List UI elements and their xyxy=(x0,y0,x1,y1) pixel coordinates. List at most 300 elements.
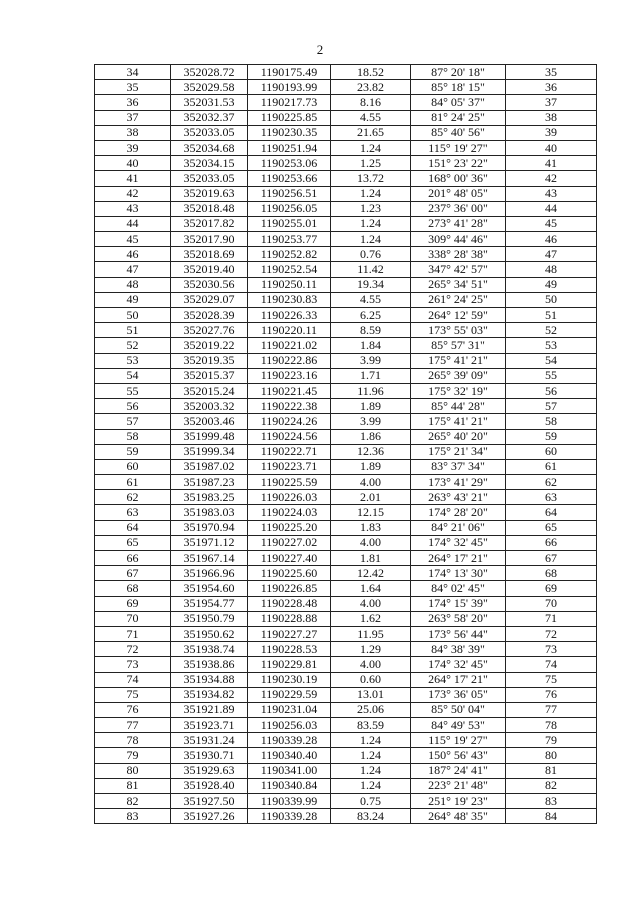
y-coordinate-cell: 1190228.88 xyxy=(248,611,331,626)
distance-cell: 1.89 xyxy=(331,399,411,414)
point-to-cell: 48 xyxy=(506,262,597,277)
x-coordinate-cell: 351923.71 xyxy=(171,718,248,733)
table-row xyxy=(95,596,597,611)
bearing-cell: 85° 44' 28" xyxy=(411,399,506,414)
distance-cell: 11.96 xyxy=(331,383,411,398)
distance-cell: 1.29 xyxy=(331,642,411,657)
x-coordinate-cell: 352027.76 xyxy=(171,323,248,338)
bearing-cell: 265° 34' 51" xyxy=(411,277,506,292)
bearing-cell: 173° 55' 03" xyxy=(411,323,506,338)
table-row xyxy=(95,551,597,566)
point-to-cell: 78 xyxy=(506,718,597,733)
distance-cell: 4.00 xyxy=(331,475,411,490)
x-coordinate-cell: 352017.90 xyxy=(171,232,248,247)
point-from-cell: 62 xyxy=(95,490,171,505)
distance-cell: 1.64 xyxy=(331,581,411,596)
table-row xyxy=(95,429,597,444)
distance-cell: 1.23 xyxy=(331,201,411,216)
x-coordinate-cell: 351927.50 xyxy=(171,794,248,809)
table-row xyxy=(95,414,597,429)
x-coordinate-cell: 352018.69 xyxy=(171,247,248,262)
distance-cell: 8.59 xyxy=(331,323,411,338)
y-coordinate-cell: 1190230.83 xyxy=(248,292,331,307)
bearing-cell: 187° 24' 41" xyxy=(411,763,506,778)
point-from-cell: 36 xyxy=(95,95,171,110)
point-from-cell: 67 xyxy=(95,566,171,581)
table-row xyxy=(95,778,597,793)
y-coordinate-cell: 1190229.59 xyxy=(248,687,331,702)
x-coordinate-cell: 351930.71 xyxy=(171,748,248,763)
x-coordinate-cell: 351971.12 xyxy=(171,535,248,550)
table-row xyxy=(95,672,597,687)
point-to-cell: 43 xyxy=(506,186,597,201)
point-from-cell: 42 xyxy=(95,186,171,201)
table-row xyxy=(95,763,597,778)
x-coordinate-cell: 352018.48 xyxy=(171,201,248,216)
point-from-cell: 80 xyxy=(95,763,171,778)
distance-cell: 23.82 xyxy=(331,80,411,95)
bearing-cell: 173° 36' 05" xyxy=(411,687,506,702)
bearing-cell: 174° 15' 39" xyxy=(411,596,506,611)
x-coordinate-cell: 351929.63 xyxy=(171,763,248,778)
y-coordinate-cell: 1190222.71 xyxy=(248,444,331,459)
point-to-cell: 62 xyxy=(506,475,597,490)
x-coordinate-cell: 351938.74 xyxy=(171,642,248,657)
table-row xyxy=(95,520,597,535)
y-coordinate-cell: 1190225.85 xyxy=(248,110,331,125)
distance-cell: 1.24 xyxy=(331,778,411,793)
table-row xyxy=(95,459,597,474)
table-body xyxy=(95,65,597,824)
x-coordinate-cell: 352017.82 xyxy=(171,216,248,231)
point-to-cell: 80 xyxy=(506,748,597,763)
distance-cell: 13.01 xyxy=(331,687,411,702)
point-to-cell: 67 xyxy=(506,551,597,566)
bearing-cell: 150° 56' 43" xyxy=(411,748,506,763)
table-row xyxy=(95,292,597,307)
distance-cell: 18.52 xyxy=(331,65,411,80)
table-row xyxy=(95,171,597,186)
point-from-cell: 64 xyxy=(95,520,171,535)
point-from-cell: 54 xyxy=(95,368,171,383)
y-coordinate-cell: 1190220.11 xyxy=(248,323,331,338)
y-coordinate-cell: 1190226.03 xyxy=(248,490,331,505)
table-row xyxy=(95,186,597,201)
bearing-cell: 273° 41' 28" xyxy=(411,216,506,231)
point-from-cell: 83 xyxy=(95,809,171,824)
table-row xyxy=(95,733,597,748)
point-from-cell: 61 xyxy=(95,475,171,490)
y-coordinate-cell: 1190217.73 xyxy=(248,95,331,110)
bearing-cell: 83° 37' 34" xyxy=(411,459,506,474)
y-coordinate-cell: 1190223.71 xyxy=(248,459,331,474)
point-to-cell: 69 xyxy=(506,581,597,596)
point-to-cell: 57 xyxy=(506,399,597,414)
point-from-cell: 75 xyxy=(95,687,171,702)
distance-cell: 1.81 xyxy=(331,551,411,566)
point-from-cell: 34 xyxy=(95,65,171,80)
distance-cell: 1.24 xyxy=(331,763,411,778)
x-coordinate-cell: 351921.89 xyxy=(171,702,248,717)
bearing-cell: 84° 21' 06" xyxy=(411,520,506,535)
bearing-cell: 175° 21' 34" xyxy=(411,444,506,459)
y-coordinate-cell: 1190339.28 xyxy=(248,809,331,824)
point-from-cell: 68 xyxy=(95,581,171,596)
point-to-cell: 68 xyxy=(506,566,597,581)
distance-cell: 0.75 xyxy=(331,794,411,809)
distance-cell: 21.65 xyxy=(331,125,411,140)
point-to-cell: 77 xyxy=(506,702,597,717)
x-coordinate-cell: 352033.05 xyxy=(171,171,248,186)
point-from-cell: 45 xyxy=(95,232,171,247)
bearing-cell: 173° 41' 29" xyxy=(411,475,506,490)
bearing-cell: 223° 21' 48" xyxy=(411,778,506,793)
distance-cell: 4.55 xyxy=(331,292,411,307)
y-coordinate-cell: 1190221.45 xyxy=(248,383,331,398)
distance-cell: 1.62 xyxy=(331,611,411,626)
x-coordinate-cell: 352029.58 xyxy=(171,80,248,95)
point-to-cell: 74 xyxy=(506,657,597,672)
distance-cell: 4.00 xyxy=(331,657,411,672)
table-row xyxy=(95,262,597,277)
point-to-cell: 37 xyxy=(506,95,597,110)
distance-cell: 1.83 xyxy=(331,520,411,535)
point-to-cell: 71 xyxy=(506,611,597,626)
y-coordinate-cell: 1190222.86 xyxy=(248,353,331,368)
bearing-cell: 265° 39' 09" xyxy=(411,368,506,383)
y-coordinate-cell: 1190230.19 xyxy=(248,672,331,687)
bearing-cell: 168° 00' 36" xyxy=(411,171,506,186)
table-row xyxy=(95,718,597,733)
bearing-cell: 264° 17' 21" xyxy=(411,551,506,566)
point-from-cell: 70 xyxy=(95,611,171,626)
x-coordinate-cell: 351999.48 xyxy=(171,429,248,444)
table-row xyxy=(95,702,597,717)
point-to-cell: 79 xyxy=(506,733,597,748)
table-row xyxy=(95,140,597,155)
table-row xyxy=(95,399,597,414)
point-from-cell: 43 xyxy=(95,201,171,216)
bearing-cell: 85° 57' 31" xyxy=(411,338,506,353)
distance-cell: 1.86 xyxy=(331,429,411,444)
table-row xyxy=(95,216,597,231)
bearing-cell: 85° 40' 56" xyxy=(411,125,506,140)
y-coordinate-cell: 1190256.03 xyxy=(248,718,331,733)
point-from-cell: 40 xyxy=(95,156,171,171)
point-from-cell: 69 xyxy=(95,596,171,611)
y-coordinate-cell: 1190231.04 xyxy=(248,702,331,717)
distance-cell: 4.00 xyxy=(331,535,411,550)
bearing-cell: 115° 19' 27" xyxy=(411,733,506,748)
distance-cell: 3.99 xyxy=(331,414,411,429)
y-coordinate-cell: 1190226.33 xyxy=(248,308,331,323)
y-coordinate-cell: 1190230.35 xyxy=(248,125,331,140)
distance-cell: 12.15 xyxy=(331,505,411,520)
y-coordinate-cell: 1190341.00 xyxy=(248,763,331,778)
x-coordinate-cell: 351954.60 xyxy=(171,581,248,596)
table-row xyxy=(95,65,597,80)
x-coordinate-cell: 352019.63 xyxy=(171,186,248,201)
x-coordinate-cell: 352019.22 xyxy=(171,338,248,353)
y-coordinate-cell: 1190228.48 xyxy=(248,596,331,611)
y-coordinate-cell: 1190224.03 xyxy=(248,505,331,520)
y-coordinate-cell: 1190253.66 xyxy=(248,171,331,186)
bearing-cell: 174° 28' 20" xyxy=(411,505,506,520)
y-coordinate-cell: 1190252.54 xyxy=(248,262,331,277)
x-coordinate-cell: 352015.24 xyxy=(171,383,248,398)
table-row xyxy=(95,277,597,292)
point-to-cell: 72 xyxy=(506,626,597,641)
y-coordinate-cell: 1190339.28 xyxy=(248,733,331,748)
table-row xyxy=(95,490,597,505)
distance-cell: 1.89 xyxy=(331,459,411,474)
table-row xyxy=(95,232,597,247)
x-coordinate-cell: 352019.40 xyxy=(171,262,248,277)
x-coordinate-cell: 351999.34 xyxy=(171,444,248,459)
table-row xyxy=(95,505,597,520)
table-row xyxy=(95,323,597,338)
point-from-cell: 71 xyxy=(95,626,171,641)
bearing-cell: 264° 48' 35" xyxy=(411,809,506,824)
point-to-cell: 59 xyxy=(506,429,597,444)
bearing-cell: 87° 20' 18" xyxy=(411,65,506,80)
bearing-cell: 263° 43' 21" xyxy=(411,490,506,505)
distance-cell: 1.24 xyxy=(331,216,411,231)
point-from-cell: 53 xyxy=(95,353,171,368)
table-row xyxy=(95,535,597,550)
x-coordinate-cell: 351966.96 xyxy=(171,566,248,581)
x-coordinate-cell: 351970.94 xyxy=(171,520,248,535)
point-to-cell: 52 xyxy=(506,323,597,338)
point-to-cell: 56 xyxy=(506,383,597,398)
x-coordinate-cell: 352031.53 xyxy=(171,95,248,110)
point-from-cell: 59 xyxy=(95,444,171,459)
distance-cell: 83.59 xyxy=(331,718,411,733)
x-coordinate-cell: 351987.23 xyxy=(171,475,248,490)
x-coordinate-cell: 351967.14 xyxy=(171,551,248,566)
y-coordinate-cell: 1190223.16 xyxy=(248,368,331,383)
point-to-cell: 55 xyxy=(506,368,597,383)
distance-cell: 12.42 xyxy=(331,566,411,581)
distance-cell: 1.25 xyxy=(331,156,411,171)
point-from-cell: 63 xyxy=(95,505,171,520)
distance-cell: 11.42 xyxy=(331,262,411,277)
distance-cell: 1.24 xyxy=(331,733,411,748)
table-row xyxy=(95,748,597,763)
point-to-cell: 61 xyxy=(506,459,597,474)
x-coordinate-cell: 351983.25 xyxy=(171,490,248,505)
bearing-cell: 265° 40' 20" xyxy=(411,429,506,444)
y-coordinate-cell: 1190253.06 xyxy=(248,156,331,171)
x-coordinate-cell: 352019.35 xyxy=(171,353,248,368)
x-coordinate-cell: 351938.86 xyxy=(171,657,248,672)
distance-cell: 1.84 xyxy=(331,338,411,353)
table-row xyxy=(95,353,597,368)
x-coordinate-cell: 352033.05 xyxy=(171,125,248,140)
x-coordinate-cell: 351987.02 xyxy=(171,459,248,474)
y-coordinate-cell: 1190256.51 xyxy=(248,186,331,201)
point-from-cell: 50 xyxy=(95,308,171,323)
point-to-cell: 82 xyxy=(506,778,597,793)
y-coordinate-cell: 1190225.20 xyxy=(248,520,331,535)
point-from-cell: 58 xyxy=(95,429,171,444)
distance-cell: 0.76 xyxy=(331,247,411,262)
x-coordinate-cell: 352034.15 xyxy=(171,156,248,171)
point-from-cell: 49 xyxy=(95,292,171,307)
y-coordinate-cell: 1190256.05 xyxy=(248,201,331,216)
point-to-cell: 60 xyxy=(506,444,597,459)
point-from-cell: 56 xyxy=(95,399,171,414)
point-from-cell: 46 xyxy=(95,247,171,262)
bearing-cell: 84° 05' 37" xyxy=(411,95,506,110)
y-coordinate-cell: 1190225.59 xyxy=(248,475,331,490)
y-coordinate-cell: 1190340.84 xyxy=(248,778,331,793)
table-row xyxy=(95,383,597,398)
x-coordinate-cell: 351983.03 xyxy=(171,505,248,520)
point-to-cell: 64 xyxy=(506,505,597,520)
y-coordinate-cell: 1190250.11 xyxy=(248,277,331,292)
point-to-cell: 70 xyxy=(506,596,597,611)
point-from-cell: 47 xyxy=(95,262,171,277)
point-to-cell: 45 xyxy=(506,216,597,231)
table-row xyxy=(95,642,597,657)
y-coordinate-cell: 1190226.85 xyxy=(248,581,331,596)
y-coordinate-cell: 1190193.99 xyxy=(248,80,331,95)
distance-cell: 1.24 xyxy=(331,140,411,155)
page-number: 2 xyxy=(316,42,324,57)
x-coordinate-cell: 351928.40 xyxy=(171,778,248,793)
table-row xyxy=(95,80,597,95)
bearing-cell: 175° 41' 21" xyxy=(411,414,506,429)
distance-cell: 1.24 xyxy=(331,748,411,763)
distance-cell: 13.72 xyxy=(331,171,411,186)
table-row xyxy=(95,156,597,171)
table-row xyxy=(95,687,597,702)
table-row xyxy=(95,657,597,672)
distance-cell: 11.95 xyxy=(331,626,411,641)
point-from-cell: 38 xyxy=(95,125,171,140)
table-row xyxy=(95,475,597,490)
distance-cell: 2.01 xyxy=(331,490,411,505)
y-coordinate-cell: 1190251.94 xyxy=(248,140,331,155)
point-to-cell: 81 xyxy=(506,763,597,778)
point-to-cell: 76 xyxy=(506,687,597,702)
table-row xyxy=(95,626,597,641)
bearing-cell: 84° 49' 53" xyxy=(411,718,506,733)
distance-cell: 4.55 xyxy=(331,110,411,125)
point-from-cell: 41 xyxy=(95,171,171,186)
distance-cell: 3.99 xyxy=(331,353,411,368)
y-coordinate-cell: 1190252.82 xyxy=(248,247,331,262)
point-from-cell: 35 xyxy=(95,80,171,95)
x-coordinate-cell: 352030.56 xyxy=(171,277,248,292)
bearing-cell: 338° 28' 38" xyxy=(411,247,506,262)
point-from-cell: 66 xyxy=(95,551,171,566)
y-coordinate-cell: 1190227.02 xyxy=(248,535,331,550)
point-to-cell: 54 xyxy=(506,353,597,368)
table-row xyxy=(95,566,597,581)
bearing-cell: 261° 24' 25" xyxy=(411,292,506,307)
point-to-cell: 58 xyxy=(506,414,597,429)
bearing-cell: 174° 32' 45" xyxy=(411,657,506,672)
x-coordinate-cell: 352034.68 xyxy=(171,140,248,155)
y-coordinate-cell: 1190339.99 xyxy=(248,794,331,809)
point-from-cell: 55 xyxy=(95,383,171,398)
bearing-cell: 237° 36' 00" xyxy=(411,201,506,216)
point-from-cell: 52 xyxy=(95,338,171,353)
bearing-cell: 85° 50' 04" xyxy=(411,702,506,717)
point-from-cell: 73 xyxy=(95,657,171,672)
bearing-cell: 81° 24' 25" xyxy=(411,110,506,125)
point-to-cell: 75 xyxy=(506,672,597,687)
point-from-cell: 82 xyxy=(95,794,171,809)
bearing-cell: 151° 23' 22" xyxy=(411,156,506,171)
point-to-cell: 51 xyxy=(506,308,597,323)
table-row xyxy=(95,338,597,353)
y-coordinate-cell: 1190224.56 xyxy=(248,429,331,444)
table-row xyxy=(95,794,597,809)
y-coordinate-cell: 1190175.49 xyxy=(248,65,331,80)
point-from-cell: 65 xyxy=(95,535,171,550)
x-coordinate-cell: 352029.07 xyxy=(171,292,248,307)
point-from-cell: 57 xyxy=(95,414,171,429)
bearing-cell: 309° 44' 46" xyxy=(411,232,506,247)
table-row xyxy=(95,201,597,216)
bearing-cell: 251° 19' 23" xyxy=(411,794,506,809)
point-to-cell: 44 xyxy=(506,201,597,216)
point-from-cell: 37 xyxy=(95,110,171,125)
point-to-cell: 73 xyxy=(506,642,597,657)
point-from-cell: 77 xyxy=(95,718,171,733)
point-to-cell: 49 xyxy=(506,277,597,292)
x-coordinate-cell: 351934.82 xyxy=(171,687,248,702)
bearing-cell: 174° 32' 45" xyxy=(411,535,506,550)
point-to-cell: 46 xyxy=(506,232,597,247)
bearing-cell: 115° 19' 27" xyxy=(411,140,506,155)
bearing-cell: 85° 18' 15" xyxy=(411,80,506,95)
y-coordinate-cell: 1190227.40 xyxy=(248,551,331,566)
point-from-cell: 72 xyxy=(95,642,171,657)
y-coordinate-cell: 1190228.53 xyxy=(248,642,331,657)
bearing-cell: 84° 02' 45" xyxy=(411,581,506,596)
bearing-cell: 264° 17' 21" xyxy=(411,672,506,687)
point-from-cell: 76 xyxy=(95,702,171,717)
distance-cell: 25.06 xyxy=(331,702,411,717)
table-row xyxy=(95,247,597,262)
x-coordinate-cell: 351950.62 xyxy=(171,626,248,641)
table-row xyxy=(95,444,597,459)
y-coordinate-cell: 1190340.40 xyxy=(248,748,331,763)
point-from-cell: 60 xyxy=(95,459,171,474)
bearing-cell: 347° 42' 57" xyxy=(411,262,506,277)
bearing-cell: 175° 41' 21" xyxy=(411,353,506,368)
distance-cell: 6.25 xyxy=(331,308,411,323)
distance-cell: 8.16 xyxy=(331,95,411,110)
distance-cell: 1.24 xyxy=(331,186,411,201)
point-to-cell: 66 xyxy=(506,535,597,550)
y-coordinate-cell: 1190227.27 xyxy=(248,626,331,641)
x-coordinate-cell: 352028.39 xyxy=(171,308,248,323)
point-from-cell: 51 xyxy=(95,323,171,338)
table-row xyxy=(95,125,597,140)
table-row xyxy=(95,581,597,596)
x-coordinate-cell: 351950.79 xyxy=(171,611,248,626)
bearing-cell: 263° 58' 20" xyxy=(411,611,506,626)
point-to-cell: 83 xyxy=(506,794,597,809)
table-row xyxy=(95,809,597,824)
y-coordinate-cell: 1190225.60 xyxy=(248,566,331,581)
point-to-cell: 47 xyxy=(506,247,597,262)
